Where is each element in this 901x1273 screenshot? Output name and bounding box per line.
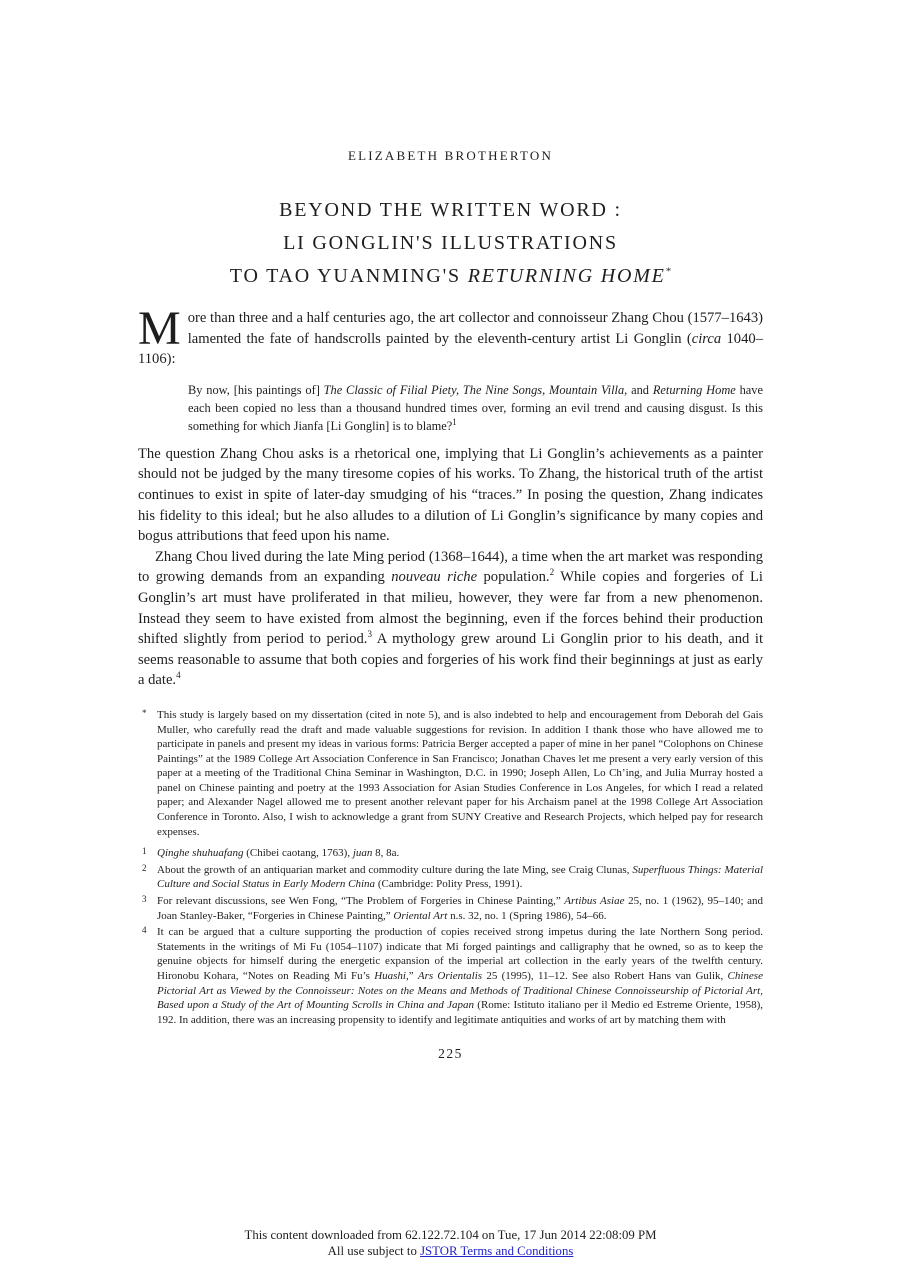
paragraph-1-text: ore than three and a half centuries ago, the art collector and connoisseur Zhang Chou (1577–1643) lamented the fate of handscrolls painted by the eleventh-century artist Li Gonglin (circa 1040–1106): bbox=[138, 310, 763, 368]
footnote-asterisk bbox=[138, 708, 763, 839]
block-quote: By now, [his paintings of] The Classic of Filial Piety, The Nine Songs, Mountain Villa, and Returning Home have each been copied no less than a thousand hundred times over, forming an evil trend and causing disgust. Is this something for which Jianfa [Li Gonglin] is to blame?$^1$ bbox=[188, 382, 763, 433]
footnotes-section bbox=[138, 708, 763, 1027]
footnote-marker: 4 bbox=[142, 925, 147, 936]
paragraph-2: The question Zhang Chou asks is a rhetorical one, implying that Li Gonglin’s achievements as a painter should not be judged by the many tiresome copies of his works. To Zhang, the historical truth of the artist continues to exist in spite of later-day smudging of his “traces.” In posing the question, Zhang indicates his fidelity to this ideal; but he also alludes to a dilution of Li Gonglin’s significance by many copies and bogus attributions that feed upon his name. bbox=[138, 445, 763, 545]
footnote-marker: * bbox=[142, 707, 147, 718]
footnote-text: For relevant discussions, see Wen Fong, “The Problem of Forgeries in Chinese Painting,” Artibus Asiae 25, no. 1 (1962), 95–140; and Joan Stanley-Baker, “Forgeries in Chinese Painting,” Oriental Art n.s. 32, no. 1 (Spring 1986), 54–66. bbox=[157, 895, 763, 922]
footnote-marker: 1 bbox=[142, 846, 147, 857]
title-line-3: TO TAO YUANMING'S RETURNING HOME* bbox=[229, 265, 672, 287]
download-info-line: This content downloaded from 62.122.72.104 on Tue, 17 Jun 2014 22:08:09 PM bbox=[244, 1228, 657, 1242]
paragraph-1 bbox=[138, 302, 763, 370]
title-line-2: LI GONGLIN'S ILLUSTRATIONS bbox=[283, 232, 618, 254]
footnote-marker: 3 bbox=[142, 894, 147, 905]
terms-prefix: All use subject to bbox=[327, 1243, 421, 1258]
title-line-1: BEYOND THE WRITTEN WORD : bbox=[279, 199, 622, 221]
footnote-3 bbox=[138, 894, 763, 923]
footnote-marker: 2 bbox=[142, 862, 147, 873]
drop-cap: M bbox=[138, 302, 181, 355]
footnote-text: About the growth of an antiquarian market and commodity culture during the late Ming, see Craig Clunas, Superfluous Things: Material Culture and Social Status in Early Modern China (Cambridge: Polity Press, 1991). bbox=[157, 863, 763, 891]
text-column bbox=[138, 0, 763, 1027]
article-title bbox=[138, 194, 763, 293]
page-number: 225 bbox=[438, 1046, 463, 1061]
footnote-text: It can be argued that a culture supporting the production of copies received strong impetus during the late Northern Song period. Statements in the writings of Mi Fu (1054–1107) indicate that Mi forged paintings and calligraphy that he owned, so as to keep the genuine objects for himself during the energetic expansion of the imperial art collection in the early years of the twelfth century. Hironobu Kohara, “Notes on Reading Mi Fu’s Huashi,” Ars Orientalis 25 (1995), 11–12. See also Robert Hans van Gulik, Chinese Pictorial Art as Viewed by the Connoisseur: Notes on the Means and Methods of Traditional Chinese Connoisseurship of Pictorial Art, Based upon a Study of the Art of Mounting Scrolls in China and Japan (Rome: Istituto italiano per il Medio ed Estreme Oriente, 1958), 192. In addition, there was an increasing propensity to identify and legitimate antiquities and works of art by matching them with bbox=[157, 926, 763, 1026]
jstor-terms-link[interactable]: JSTOR Terms and Conditions bbox=[420, 1243, 574, 1258]
footnote-4 bbox=[138, 925, 763, 1027]
terms-line bbox=[0, 1244, 901, 1260]
footnote-text: This study is largely based on my dissertation (cited in note 5), and is also indebted to help and encouragement from Deborah del Gais Muller, who carefully read the draft and made valuable suggestions for revision. In addition I thank those who have allowed me to participate in panels and present my ideas in various forms: Patricia Berger accepted a paper of mine in her panel “Colophons on Chinese Paintings” at the 1989 College Art Association Conference in San Francisco; Jonathan Chaves let me present a very early version of this paper at a meeting of the Traditional China Seminar in Washington, D.C. in 1990; Joseph Allen, Lo Ch’ing, and Julia Murray hosted a panel on Chinese painting and poetry at the 1993 Association for Asian Studies Conference in Los Angeles, for which I read a related paper; and Alexander Nagel allowed me to present another relevant paper for his Archaism panel at the 1998 College Art Association Conference in Toronto. Also, I wish to acknowledge a grant from SUNY Creative and Research Projects, which helped pay for research expenses. bbox=[157, 708, 763, 838]
article-body bbox=[138, 302, 764, 691]
footnote-1 bbox=[138, 846, 763, 861]
author-name: ELIZABETH BROTHERTON bbox=[347, 148, 554, 163]
footnote-2 bbox=[138, 863, 763, 892]
jstor-footer bbox=[0, 1228, 901, 1259]
paragraph-3: Zhang Chou lived during the late Ming period (1368–1644), a time when the art market was responding to growing demands from an expanding nouveau riche population.$^2$ While copies and forgeries of Li Gonglin’s art must have proliferated in that milieu, however, they were far from a new phenomenon. Instead they seem to have existed from almost the beginning, even if the forces behind their production shifted slightly from period to period.$^3$ A mythology grew around Li Gonglin prior to his death, and it seems reasonable to assume that both copies and forgeries of his work find their beginnings at just as early a date.$^4$ bbox=[138, 548, 764, 689]
footnote-text: Qinghe shuhuafang (Chibei caotang, 1763), juan 8, 8a. bbox=[157, 847, 400, 860]
